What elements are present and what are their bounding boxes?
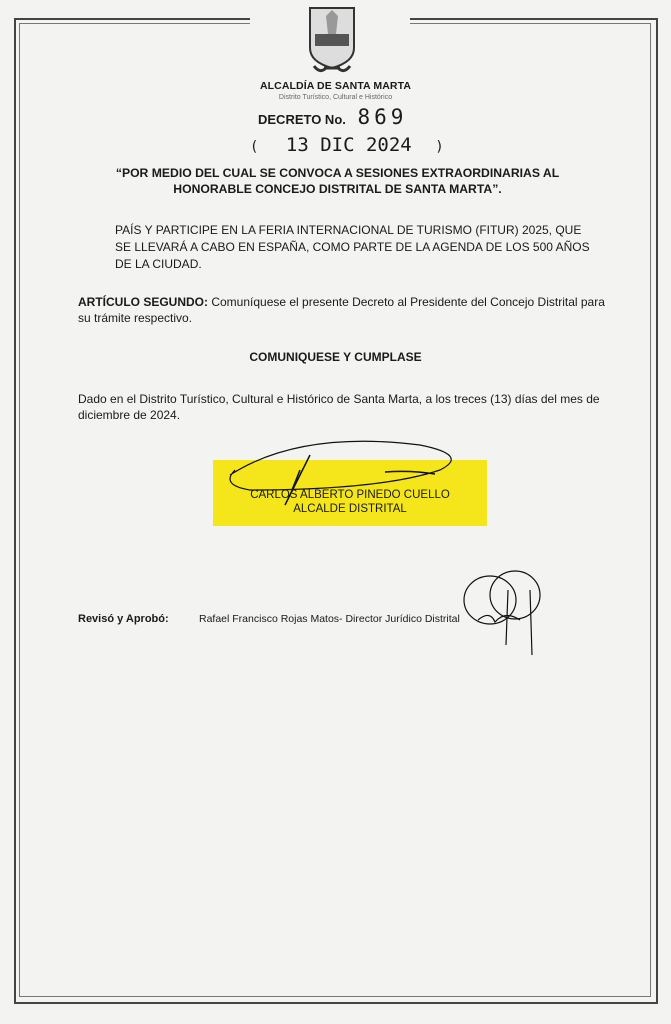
signer-name: CARLOS ALBERTO PINEDO CUELLO (250, 489, 450, 501)
date-paren-open: ( (250, 139, 259, 155)
date-paren-close: ) (435, 139, 444, 155)
body-paragraph: PAÍS Y PARTICIPE EN LA FERIA INTERNACIONAL DE TURISMO (FITUR) 2025, QUE SE LLEVARÁ A CABO EN ESPAÑA, COMO PARTE DE LA AGENDA DE LOS 500 AÑOS DE LA CIUDAD. (115, 223, 590, 271)
review-label: Revisó y Aprobó: (78, 613, 169, 625)
decree-number: 869 (357, 105, 408, 129)
article-label: ARTÍCULO SEGUNDO: (78, 295, 208, 309)
signer-role: ALCALDE DISTRITAL (293, 503, 407, 515)
given-at-text: Dado en el Distrito Turístico, Cultural e Histórico de Santa Marta, a los treces (13) días del mes de diciembre de 2024. (78, 392, 600, 422)
review-text: Rafael Francisco Rojas Matos- Director Jurídico Distrital (199, 613, 460, 625)
date-stamp: 13 DIC 2024 (285, 134, 412, 156)
institution-name: ALCALDÍA DE SANTA MARTA (259, 80, 412, 92)
decree-title: “POR MEDIO DEL CUAL SE CONVOCA A SESIONES EXTRAORDINARIAS AL HONORABLE CONCEJO DISTRITAL DE SANTA MARTA”. (115, 166, 560, 196)
closing-formula: COMUNIQUESE Y CUMPLASE (249, 350, 422, 364)
institution-subtitle: Distrito Turístico, Cultural e Histórico (278, 94, 393, 101)
article-text: Comuníquese el presente Decreto al Presidente del Concejo Distrital para su trámite respectivo. (78, 295, 605, 325)
decree-label: DECRETO No. (258, 112, 346, 127)
